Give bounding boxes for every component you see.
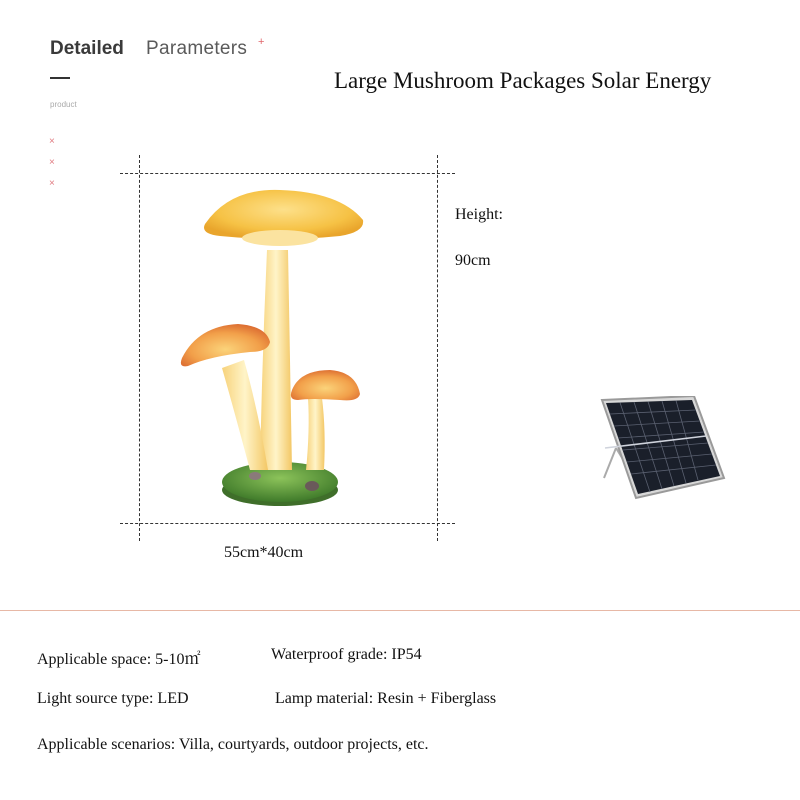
dimension-line-right (437, 155, 438, 541)
spec-lamp-material: Lamp material: Resin + Fiberglass (275, 690, 497, 707)
spec-applicable-space: Applicable space: 5-10㎡ (37, 651, 201, 668)
header-plus-mark: + (258, 36, 265, 48)
decor-x-mark: × (49, 178, 55, 189)
height-value: 90cm (455, 252, 491, 269)
dimension-line-bottom (120, 523, 455, 524)
page-title: Large Mushroom Packages Solar Energy (334, 68, 712, 93)
solar-panel-image (596, 396, 728, 500)
header-underline (50, 77, 70, 79)
header-subtitle: product (50, 100, 77, 109)
header-detailed: Detailed (50, 38, 124, 59)
dimension-line-top (120, 173, 455, 174)
spec-light-source: Light source type: LED (37, 690, 189, 707)
mushroom-lamp-image (170, 180, 370, 510)
base-size-value: 55cm*40cm (224, 544, 304, 561)
dimension-line-left (139, 155, 140, 541)
decor-x-mark: × (49, 136, 55, 147)
section-divider (0, 610, 800, 611)
height-label: Height: (455, 206, 503, 223)
decor-x-mark: × (49, 157, 55, 168)
spec-scenarios: Applicable scenarios: Villa, courtyards, outdoor projects, etc. (37, 736, 429, 753)
spec-waterproof-grade: Waterproof grade: IP54 (271, 646, 422, 663)
header-parameters: Parameters (146, 38, 248, 59)
